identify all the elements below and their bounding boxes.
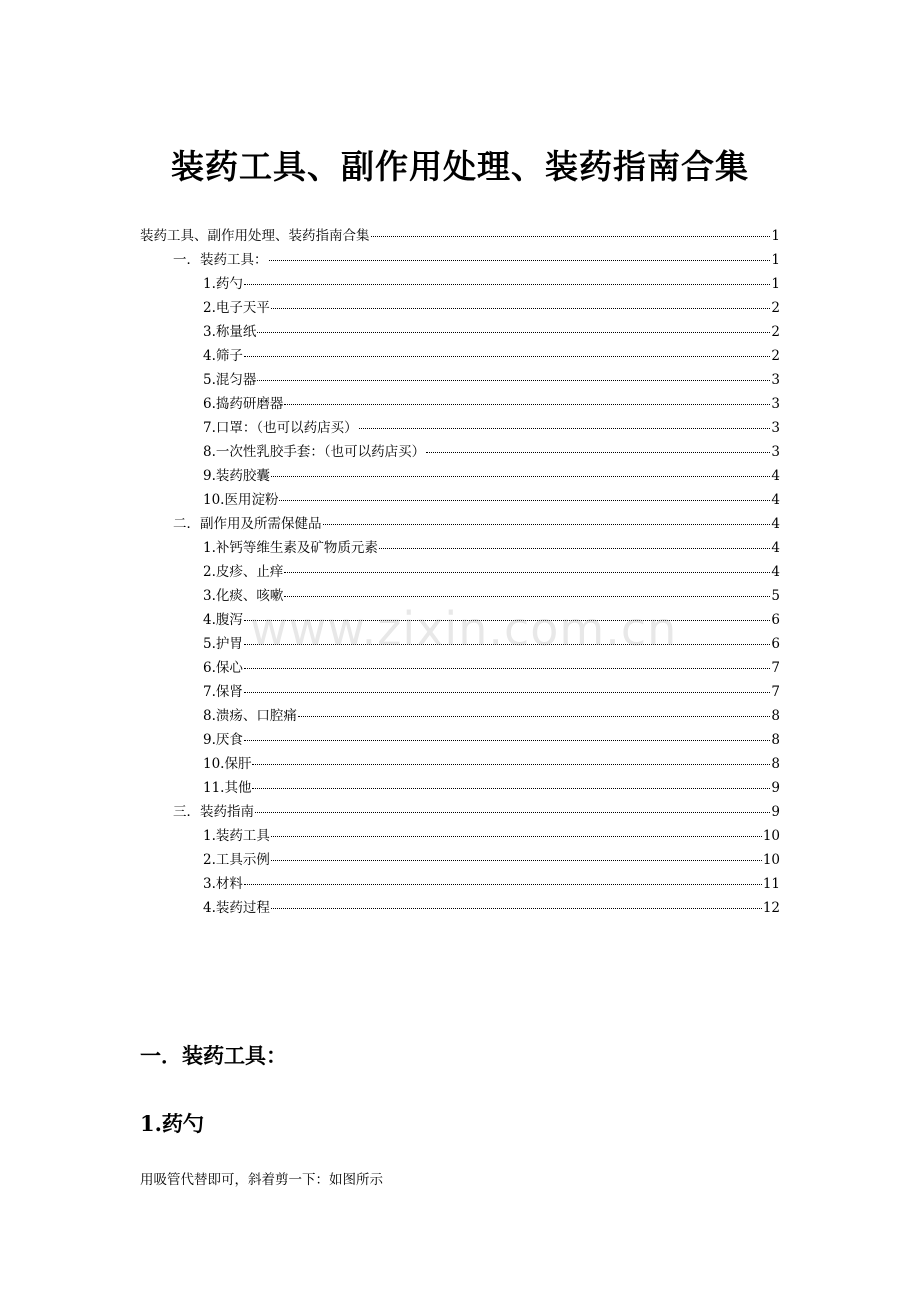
toc-leader-dots — [298, 715, 771, 717]
toc-entry-page-number: 7 — [771, 660, 780, 676]
toc-entry-label: 11.其他 — [203, 780, 252, 796]
toc-leader-dots — [244, 667, 771, 669]
toc-leader-dots — [271, 859, 762, 861]
toc-entry[interactable] — [140, 632, 780, 656]
toc-entry-page-number: 8 — [771, 732, 780, 748]
toc-entry-page-number: 8 — [771, 708, 780, 724]
toc-entry-page-number: 9 — [771, 780, 780, 796]
toc-entry-page-number: 9 — [771, 804, 780, 820]
toc-leader-dots — [284, 403, 770, 405]
toc-entry-label: 8.一次性乳胶手套：（也可以药店买） — [203, 444, 426, 460]
toc-leader-dots — [244, 283, 771, 285]
toc-entry-page-number: 1 — [771, 276, 780, 292]
toc-entry[interactable] — [140, 488, 780, 512]
toc-entry-label: 1.药勺 — [203, 276, 243, 292]
toc-leader-dots — [359, 427, 771, 429]
toc-leader-dots — [252, 787, 770, 789]
toc-leader-dots — [271, 907, 762, 909]
toc-entry[interactable] — [140, 896, 780, 920]
toc-entry[interactable] — [140, 512, 780, 536]
toc-entry-label: 三．装药指南 — [173, 804, 254, 820]
toc-entry-label: 5.混匀器 — [203, 372, 257, 388]
toc-leader-dots — [271, 835, 762, 837]
toc-entry-page-number: 2 — [771, 324, 780, 340]
toc-entry-label: 10.保肝 — [203, 756, 252, 772]
toc-leader-dots — [244, 643, 771, 645]
toc-entry-page-number: 4 — [771, 468, 780, 484]
toc-leader-dots — [257, 331, 770, 333]
toc-entry[interactable] — [140, 728, 780, 752]
toc-entry[interactable] — [140, 392, 780, 416]
toc-entry-label: 2.电子天平 — [203, 300, 270, 316]
toc-entry-label: 9.厌食 — [203, 732, 243, 748]
toc-entry[interactable] — [140, 752, 780, 776]
toc-leader-dots — [323, 523, 771, 525]
toc-leader-dots — [257, 379, 770, 381]
toc-entry-page-number: 10 — [762, 852, 780, 868]
toc-leader-dots — [426, 451, 770, 453]
watermark: www.zixin.com.cn — [250, 602, 678, 656]
toc-entry-label: 9.装药胶囊 — [203, 468, 270, 484]
toc-entry-page-number: 12 — [762, 900, 780, 916]
toc-entry-page-number: 4 — [771, 564, 780, 580]
toc-entry-page-number: 6 — [771, 612, 780, 628]
toc-entry[interactable] — [140, 272, 780, 296]
toc-entry[interactable] — [140, 440, 780, 464]
toc-entry[interactable] — [140, 224, 780, 248]
toc-entry[interactable] — [140, 296, 780, 320]
body-paragraph: 用吸管代替即可，斜着剪一下：如图所示 — [140, 1172, 383, 1188]
toc-entry-label: 8.溃疡、口腔痛 — [203, 708, 297, 724]
toc-entry-page-number: 3 — [771, 372, 780, 388]
toc-entry-label: 3.称量纸 — [203, 324, 257, 340]
toc-entry-label: 4.装药过程 — [203, 900, 270, 916]
toc-leader-dots — [269, 259, 771, 261]
toc-entry[interactable] — [140, 416, 780, 440]
toc-leader-dots — [244, 691, 771, 693]
toc-entry[interactable] — [140, 320, 780, 344]
toc-entry-label: 2.工具示例 — [203, 852, 270, 868]
toc-entry-page-number: 2 — [771, 300, 780, 316]
document-title: 装药工具、副作用处理、装药指南合集 — [171, 147, 749, 186]
toc-leader-dots — [244, 355, 771, 357]
toc-entry[interactable] — [140, 536, 780, 560]
toc-entry[interactable] — [140, 368, 780, 392]
toc-entry-label: 3.材料 — [203, 876, 243, 892]
toc-entry[interactable] — [140, 824, 780, 848]
toc-leader-dots — [255, 811, 770, 813]
toc-leader-dots — [271, 307, 771, 309]
toc-entry-page-number: 10 — [762, 828, 780, 844]
toc-entry-page-number: 8 — [771, 756, 780, 772]
toc-entry-page-number: 1 — [771, 228, 780, 244]
toc-entry[interactable] — [140, 848, 780, 872]
toc-entry-label: 4.腹泻 — [203, 612, 243, 628]
toc-leader-dots — [252, 763, 770, 765]
toc-entry-label: 5.护胃 — [203, 636, 243, 652]
toc-entry[interactable] — [140, 872, 780, 896]
toc-entry[interactable] — [140, 248, 780, 272]
subsection-heading: 1.药勺 — [140, 1111, 204, 1136]
toc-entry-page-number: 5 — [771, 588, 780, 604]
toc-entry-label: 3.化痰、咳嗽 — [203, 588, 284, 604]
toc-entry-label: 10.医用淀粉 — [203, 492, 279, 508]
toc-entry-label: 2.皮疹、止痒 — [203, 564, 284, 580]
toc-entry-label: 装药工具、副作用处理、装药指南合集 — [140, 228, 370, 244]
toc-entry-label: 一．装药工具： — [173, 252, 268, 268]
toc-entry[interactable] — [140, 464, 780, 488]
toc-entry-label: 二．副作用及所需保健品 — [173, 516, 322, 532]
toc-entry-label: 6.捣药研磨器 — [203, 396, 284, 412]
toc-entry[interactable] — [140, 584, 780, 608]
table-of-contents — [140, 224, 780, 920]
toc-entry-page-number: 4 — [771, 516, 780, 532]
toc-entry-page-number: 3 — [771, 420, 780, 436]
toc-entry[interactable] — [140, 800, 780, 824]
toc-leader-dots — [279, 499, 770, 501]
toc-entry[interactable] — [140, 656, 780, 680]
toc-entry[interactable] — [140, 608, 780, 632]
toc-entry[interactable] — [140, 680, 780, 704]
toc-entry-label: 7.保肾 — [203, 684, 243, 700]
toc-entry[interactable] — [140, 560, 780, 584]
toc-leader-dots — [271, 475, 771, 477]
toc-entry[interactable] — [140, 344, 780, 368]
toc-entry-page-number: 3 — [771, 396, 780, 412]
toc-entry-label: 7.口罩：（也可以药店买） — [203, 420, 358, 436]
toc-entry[interactable] — [140, 776, 780, 800]
toc-entry-page-number: 4 — [771, 492, 780, 508]
toc-leader-dots — [284, 595, 770, 597]
toc-entry-page-number: 7 — [771, 684, 780, 700]
toc-entry-label: 6.保心 — [203, 660, 243, 676]
toc-entry-label: 4.筛子 — [203, 348, 243, 364]
toc-entry-label: 1.补钙等维生素及矿物质元素 — [203, 540, 378, 556]
toc-leader-dots — [284, 571, 770, 573]
toc-entry-page-number: 6 — [771, 636, 780, 652]
toc-leader-dots — [244, 883, 762, 885]
toc-entry-label: 1.装药工具 — [203, 828, 270, 844]
toc-entry-page-number: 11 — [762, 876, 780, 892]
section-heading: 一．装药工具： — [140, 1044, 287, 1068]
toc-entry-page-number: 2 — [771, 348, 780, 364]
toc-leader-dots — [379, 547, 771, 549]
toc-leader-dots — [371, 235, 771, 237]
toc-entry-page-number: 3 — [771, 444, 780, 460]
toc-entry[interactable] — [140, 704, 780, 728]
toc-entry-page-number: 4 — [771, 540, 780, 556]
toc-leader-dots — [244, 739, 771, 741]
toc-entry-page-number: 1 — [771, 252, 780, 268]
toc-leader-dots — [244, 619, 771, 621]
